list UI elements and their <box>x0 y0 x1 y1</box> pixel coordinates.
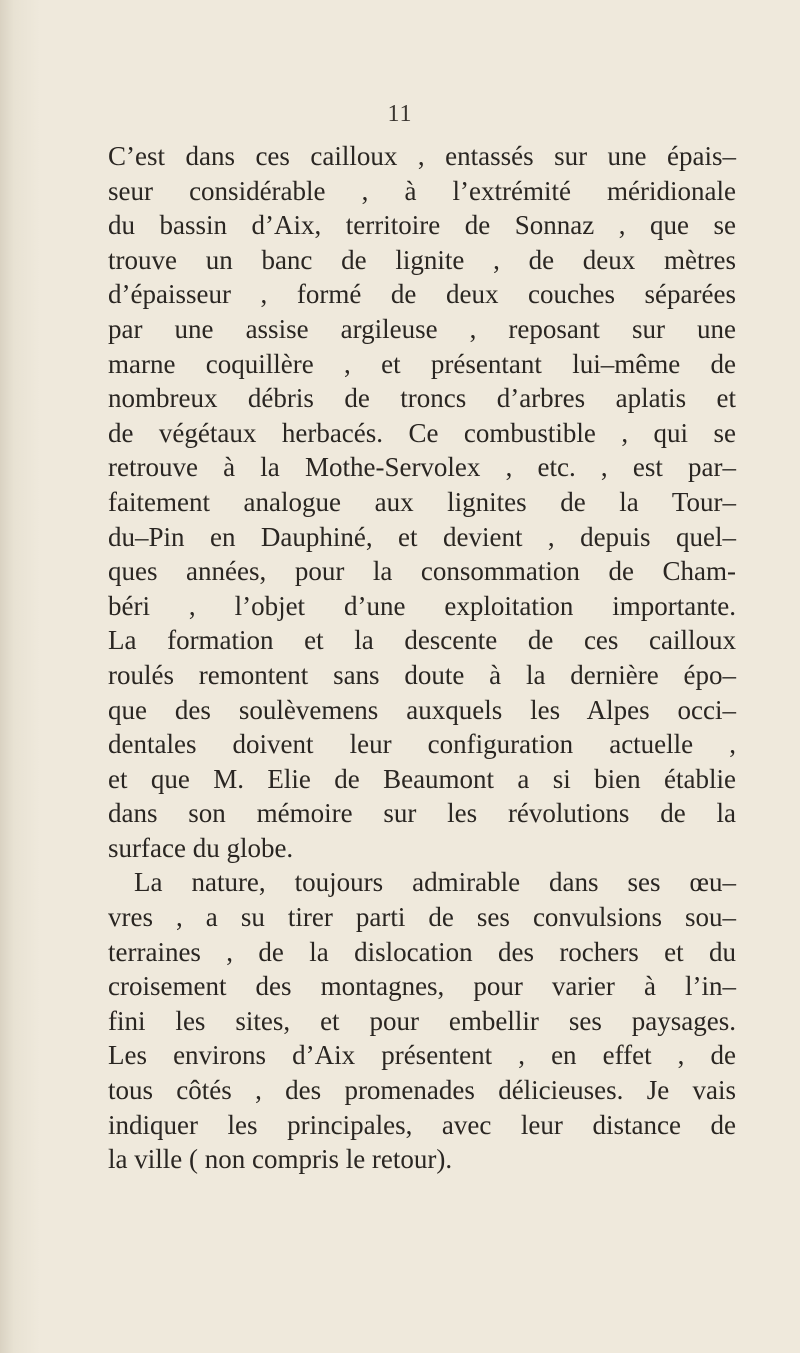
text-line: La formation et la descente de ces cailloux <box>108 625 736 656</box>
text-line: béri , l’objet d’une exploitation importante. <box>108 590 736 621</box>
text-line: de végétaux herbacés. Ce combustible , qui se <box>108 417 736 448</box>
text-line: surface du globe. <box>108 832 294 863</box>
paragraph <box>108 139 736 865</box>
text-line: fini les sites, et pour embellir ses paysages. <box>108 1005 736 1036</box>
text-line: vres , a su tirer parti de ses convulsions sou– <box>108 902 736 933</box>
text-line: et que M. Elie de Beaumont a si bien établie <box>108 763 736 794</box>
text-line: d’épaisseur , formé de deux couches séparées <box>108 279 736 310</box>
text-line: marne coquillère , et présentant lui–même de <box>108 348 736 379</box>
body-text <box>108 139 736 1177</box>
text-line: dentales doivent leur configuration actuelle , <box>108 729 736 760</box>
text-line: du–Pin en Dauphiné, et devient , depuis quel– <box>108 521 736 552</box>
text-line: nombreux débris de troncs d’arbres aplatis et <box>108 383 736 414</box>
page-number: 11 <box>387 101 413 127</box>
text-line: seur considérable , à l’extrémité méridionale <box>108 175 736 206</box>
text-line: par une assise argileuse , reposant sur une <box>108 313 736 344</box>
text-line: terraines , de la dislocation des rochers et du <box>108 936 736 967</box>
text-line: roulés remontent sans doute à la dernière épo– <box>108 659 736 690</box>
text-line: dans son mémoire sur les révolutions de la <box>108 798 736 829</box>
text-line: trouve un banc de lignite , de deux mètres <box>108 244 736 275</box>
text-line: faitement analogue aux lignites de la Tour– <box>108 486 736 517</box>
text-line: croisement des montagnes, pour varier à l’in– <box>108 971 736 1002</box>
text-line: indiquer les principales, avec leur distance de <box>108 1109 736 1140</box>
text-line: C’est dans ces cailloux , entassés sur une épais– <box>108 141 736 171</box>
text-line: la ville ( non compris le retour). <box>108 1144 453 1175</box>
text-line: La nature, toujours admirable dans ses œu– <box>134 867 736 898</box>
text-line: que des soulèvemens auxquels les Alpes occi– <box>108 694 736 725</box>
text-line: retrouve à la Mothe-Servolex , etc. , est par– <box>108 452 736 483</box>
text-line: Les environs d’Aix présentent , en effet , de <box>108 1040 736 1071</box>
text-line: du bassin d’Aix, territoire de Sonnaz , que se <box>108 210 736 241</box>
text-line: ques années, pour la consommation de Cham- <box>108 556 736 587</box>
text-line: tous côtés , des promenades délicieuses. Je vais <box>108 1075 736 1106</box>
paragraph <box>108 865 736 1176</box>
